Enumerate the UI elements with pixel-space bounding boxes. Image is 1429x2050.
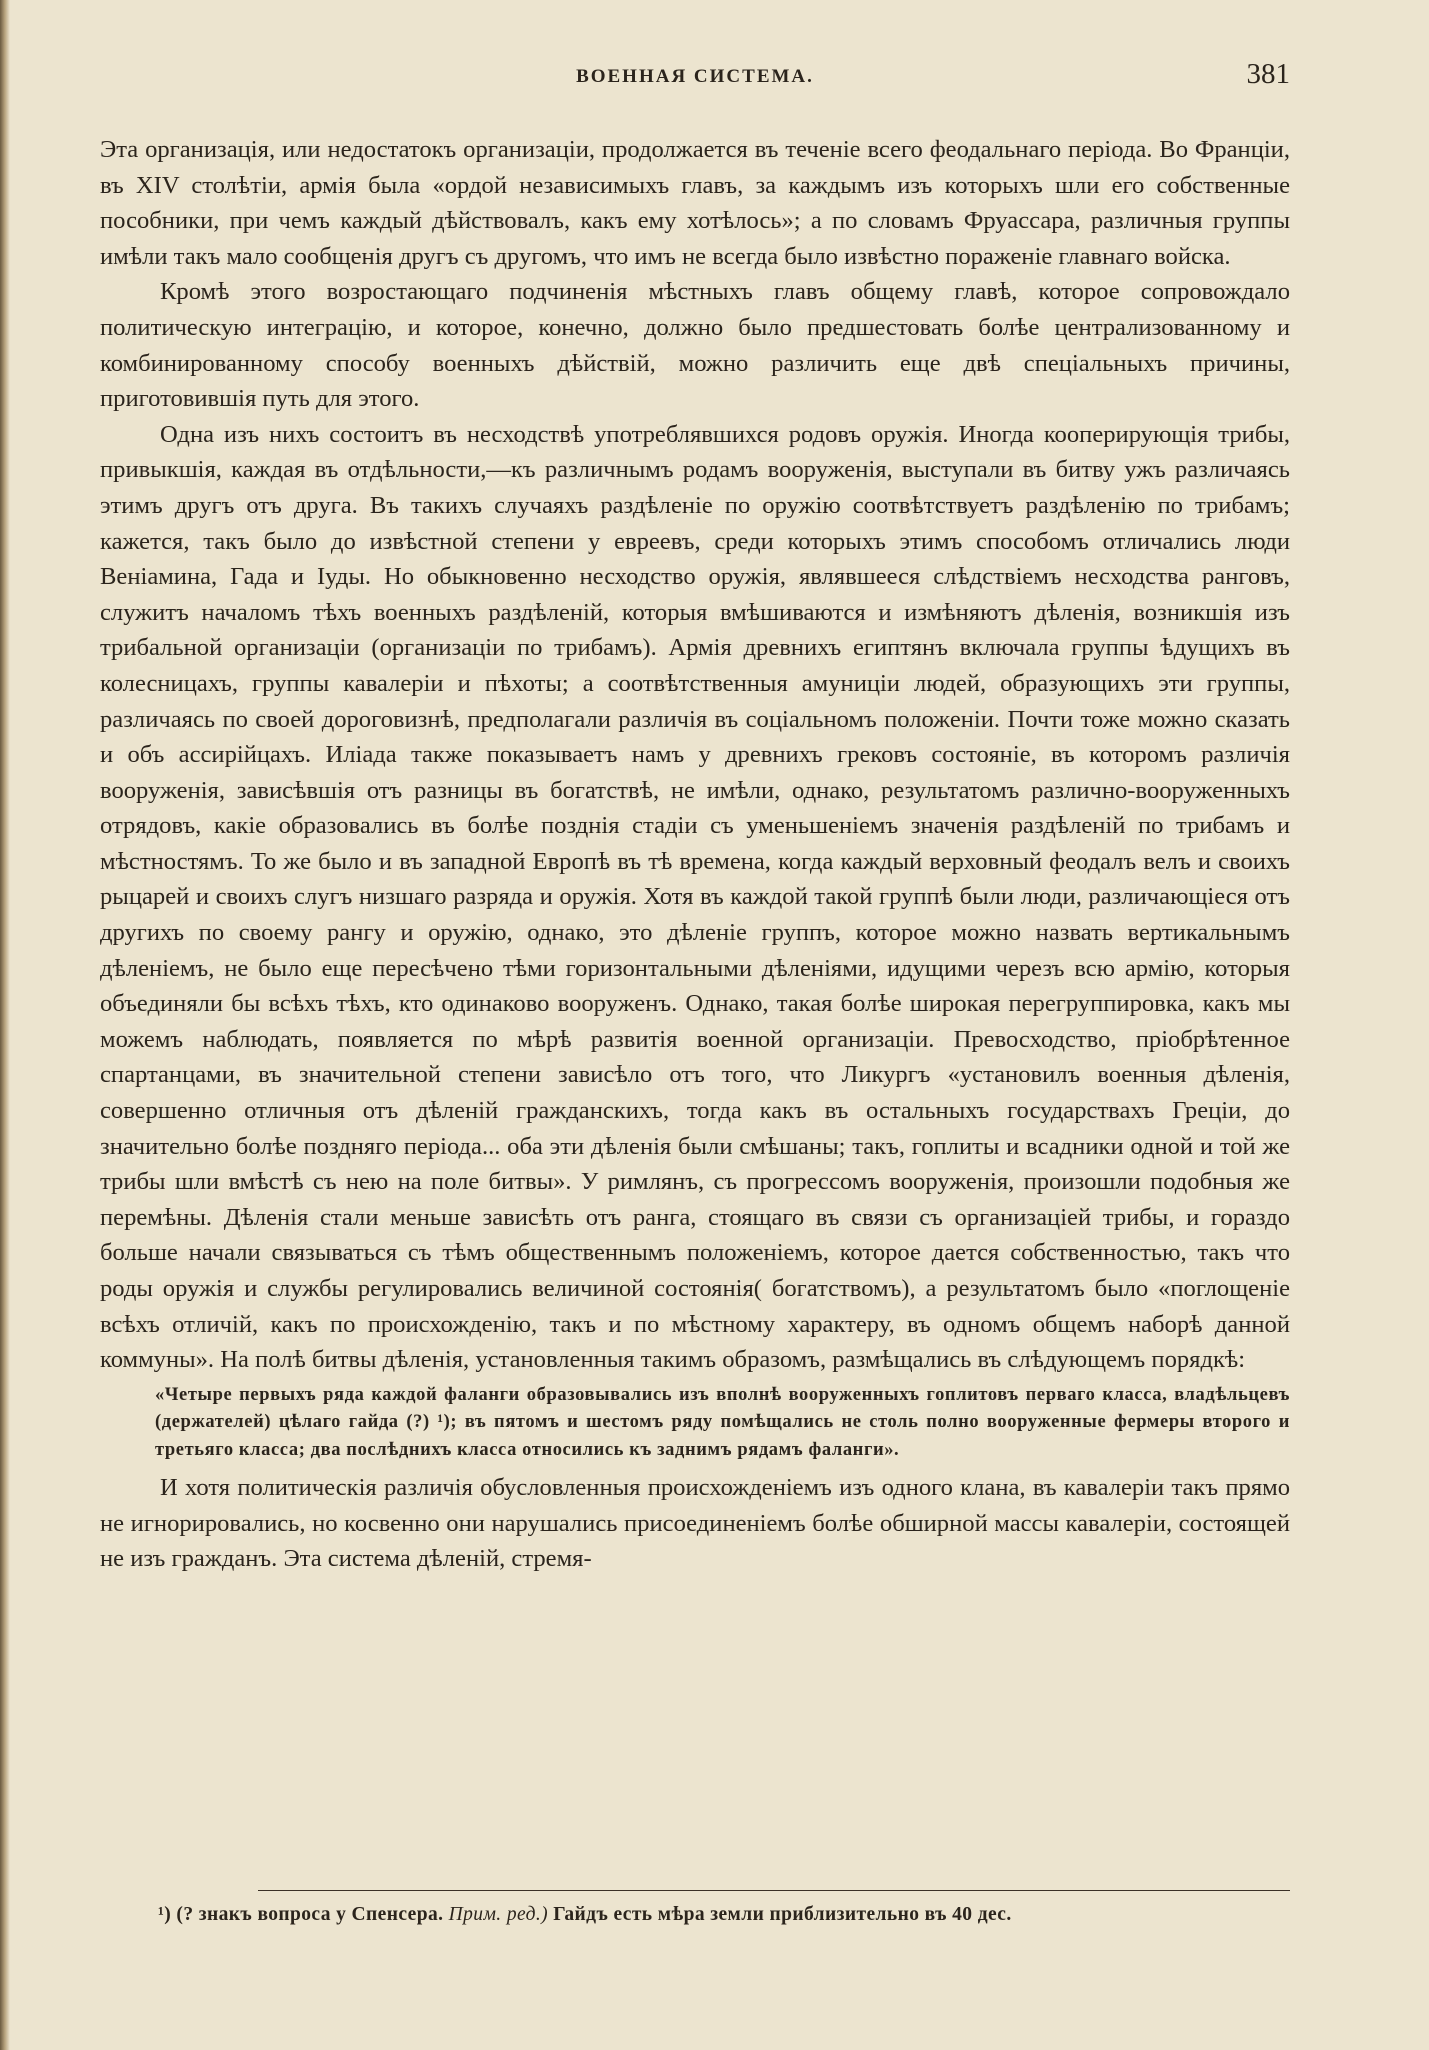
footnote-marker: ¹) (158, 1904, 172, 1925)
footnote-rule (258, 1890, 1290, 1891)
running-title: ВОЕННАЯ СИСТЕМА. (576, 66, 814, 87)
footnote-editor-note: Прим. ред.) (448, 1904, 549, 1925)
paragraph-3: Одна изъ нихъ состоитъ въ несходствѣ употреблявшихся родовъ оружія. Иногда кооперирующія трибы, привыкшія, каждая въ отдѣльности,—къ различнымъ родамъ вооруженія, выступали въ битву ужъ различаясь этимъ другъ отъ друга. Въ такихъ случаяхъ раздѣленіе по оружію соотвѣтствуетъ раздѣленію по трибамъ; кажется, такъ было до извѣстной степени у евреевъ, среди которыхъ этимъ способомъ отличались люди Веніамина, Гада и Іуды. Но обыкновенно несходство оружія, являвшееся слѣдствіемъ несходства ранговъ, служитъ началомъ тѣхъ военныхъ раздѣленій, которыя вмѣшиваются и измѣняютъ дѣленія, возникшія изъ трибальной организаціи (организаціи по трибамъ). Армія древнихъ египтянъ включала группы ѣдущихъ въ колесницахъ, группы кавалеріи и пѣхоты; а соотвѣтственныя амуниціи людей, образующихъ эти группы, различаясь по своей дороговизнѣ, предполагали различія въ соціальномъ положеніи. Почти тоже можно сказать и объ ассирійцахъ. Иліада также показываетъ намъ у древнихъ грековъ состояніе, въ которомъ различія вооруженія, зависѣвшія отъ разницы въ богатствѣ, не имѣли, однако, результатомъ различно-вооруженныхъ отрядовъ, какіе образовались въ болѣе позднія стадіи съ уменьшеніемъ значенія раздѣленій по трибамъ и мѣстностямъ. То же было и въ западной Европѣ въ тѣ времена, когда каждый верховный феодалъ велъ и своихъ рыцарей и своихъ слугъ низшаго разряда и оружія. Хотя въ каждой такой группѣ были люди, различающіеся отъ другихъ по своему рангу и оружію, однако, это дѣленіе группъ, которое можно назвать вертикальнымъ дѣленіемъ, не было еще пересѣчено тѣми горизонтальными дѣленіями, идущими черезъ всю армію, которыя объединяли бы всѣхъ тѣхъ, кто одинаково вооруженъ. Однако, такая болѣе широкая перегруппировка, какъ мы можемъ наблюдать, появляется по мѣрѣ развитія военной организаціи. Превосходство, пріобрѣтенное спартанцами, въ значительной степени зависѣло отъ того, что Ликургъ «установилъ военныя дѣленія, совершенно отличныя отъ дѣленій гражданскихъ, тогда какъ въ остальныхъ государствахъ Греціи, до значительно болѣе поздняго періода... оба эти дѣленія были смѣшаны; такъ, гоплиты и всадники одной и той же трибы шли вмѣстѣ съ нею на поле битвы». У римлянъ, съ прогрессомъ вооруженія, произошли подобныя же перемѣны. Дѣленія стали меньше зависѣть отъ ранга, стоящаго въ связи съ организаціей трибы, и гораздо больше начали связываться съ тѣмъ общественнымъ положеніемъ, которое дается собственностью, такъ что роды оружія и службы регулировались величиной состоянія( богатствомъ), а результатомъ было «поглощеніе всѣхъ отличій, какъ по происхожденію, такъ и по мѣстному характеру, въ одномъ общемъ наборѣ данной коммуны». На полѣ битвы дѣленія, установленныя такимъ образомъ, размѣщались въ слѣдующемъ порядкѣ: (100, 420, 1290, 1374)
footnote-text-start: (? знакъ вопроса у Спенсера. (176, 1904, 444, 1925)
paragraph-2: Кромѣ этого возростающаго подчиненія мѣстныхъ главъ общему главѣ, которое сопровождало политическую интеграцію, и которое, конечно, должно было предшестовать болѣе централизованному и комбинированному способу военныхъ дѣйствій, можно различить еще двѣ спеціальныхъ причины, приготовившія путь для этого. (100, 278, 1290, 413)
block-quote: «Четыре первыхъ ряда каждой фаланги образовывались изъ вполнѣ вооруженныхъ гоплитовъ перваго класса, владѣльцевъ (держателей) цѣлаго гайда (?) ¹); въ пятомъ и шестомъ ряду помѣщались не столь полно вооруженные фермеры второго и третьяго класса; два послѣднихъ класса относились къ заднимъ рядамъ фаланги». (155, 1384, 1290, 1460)
paragraph-1: Эта организація, или недостатокъ организаціи, продолжается въ теченіе всего феодальнаго періода. Во Франціи, въ XIV столѣтіи, армія была «ордой независимыхъ главъ, за каждымъ изъ которыхъ шли его собственные пособники, при чемъ каждый дѣйствовалъ, какъ ему хотѣлось»; а по словамъ Фруассара, различныя группы имѣли такъ мало сообщенія другъ съ другомъ, что имъ не всегда было извѣстно пораженіе главнаго войска. (100, 136, 1290, 270)
paragraph-4: И хотя политическія различія обусловленныя происхожденіемъ изъ одного клана, въ кавалеріи такъ прямо не игнорировались, но косвенно они нарушались присоединеніемъ болѣе обширной массы кавалеріи, состоящей не изъ гражданъ. Эта система дѣленій, стремя- (100, 1474, 1290, 1573)
page-number: 381 (1246, 58, 1290, 90)
footnote (100, 1900, 1290, 1929)
body-text (100, 132, 1290, 1577)
page-binding-edge (0, 0, 10, 2050)
page-header (100, 58, 1290, 98)
footnote-text-end: Гайдъ есть мѣра земли приблизительно въ 40 дес. (553, 1904, 1012, 1925)
